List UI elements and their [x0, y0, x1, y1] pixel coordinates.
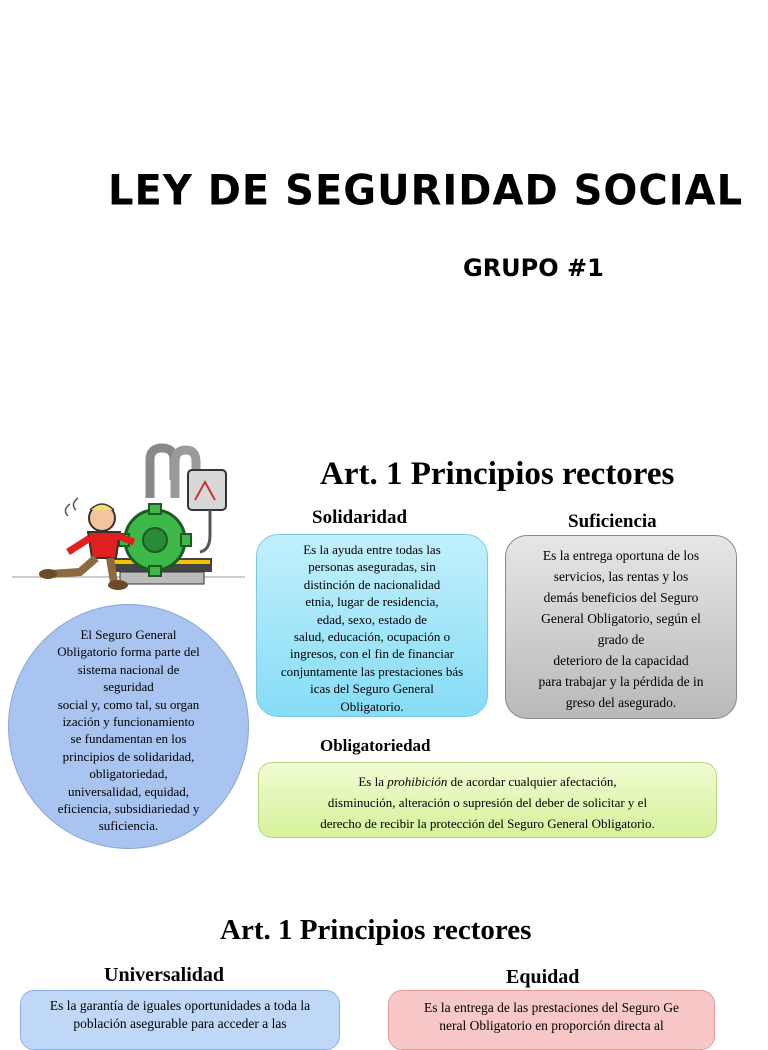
- circle-line: eficiencia, subsidiariedad y: [57, 801, 200, 817]
- obligatoriedad-line: derecho de recibir la protección del Seguro General Obligatorio.: [320, 816, 655, 831]
- solidaridad-line: distinción de nacionalidad: [303, 576, 441, 592]
- suficiencia-line: deterioro de la capacidad: [553, 653, 689, 668]
- obligatoriedad-line: disminución, alteración o supresión del deber de solicitar y el: [327, 795, 648, 810]
- universalidad-line: Es la garantía de iguales oportunidades a toda la: [49, 998, 311, 1013]
- solidaridad-line: ingresos, con el fin de financiar: [290, 646, 454, 662]
- universalidad-heading: Universalidad: [104, 964, 225, 986]
- suficiencia-line: Es la entrega oportuna de los: [542, 548, 700, 563]
- circle-line: Obligatorio forma parte del: [57, 644, 200, 660]
- slide1-title: Art. 1 Principios rectores: [320, 456, 675, 492]
- circle-line: seguridad: [103, 679, 154, 695]
- solidaridad-line: salud, educación, ocupación o: [293, 629, 451, 645]
- obligatoriedad-text: Es la: [358, 774, 388, 789]
- suficiencia-line: servicios, las rentas y los: [553, 569, 689, 584]
- circle-line: suficiencia.: [98, 818, 159, 834]
- solidaridad-line: etnia, lugar de residencia,: [305, 594, 439, 610]
- suficiencia-line: General Obligatorio, según el: [541, 611, 701, 626]
- slide2-title: Art. 1 Principios rectores: [220, 914, 532, 946]
- document-title: LEY DE SEGURIDAD SOCIAL: [108, 166, 744, 216]
- solidaridad-line: personas aseguradas, sin: [308, 559, 436, 575]
- equidad-line: neral Obligatorio en proporción directa al: [439, 1018, 664, 1033]
- group-label: GRUPO #1: [463, 254, 604, 282]
- circle-line: El Seguro General: [80, 627, 177, 642]
- suficiencia-line: grado de: [597, 632, 645, 647]
- equidad-line: Es la entrega de las prestaciones del Seguro Ge: [424, 1000, 679, 1015]
- solidaridad-box: [256, 534, 488, 717]
- solidaridad-line: edad, sexo, estado de: [316, 611, 428, 627]
- worker-machine-illustration: [10, 440, 250, 600]
- obligatoriedad-text: de acordar cualquier afectación,: [447, 774, 617, 789]
- intro-circle: [8, 604, 249, 849]
- circle-line: se fundamentan en los: [70, 731, 187, 747]
- suficiencia-line: para trabajar y la pérdida de in: [538, 674, 704, 689]
- universalidad-line: población asegurable para acceder a las: [73, 1016, 287, 1031]
- solidaridad-line: conjuntamente las prestaciones bás: [280, 663, 464, 679]
- solidaridad-line: Es la ayuda entre todas las: [303, 542, 441, 557]
- suficiencia-line: demás beneficios del Seguro: [543, 590, 699, 605]
- circle-line: obligatoriedad,: [89, 766, 168, 782]
- circle-line: social y, como tal, su organ: [57, 696, 200, 712]
- universalidad-box: [20, 990, 340, 1050]
- equidad-heading: Equidad: [506, 966, 580, 988]
- equidad-box: [388, 990, 715, 1050]
- solidaridad-heading: Solidaridad: [312, 507, 408, 528]
- circle-line: universalidad, equidad,: [68, 783, 189, 799]
- obligatoriedad-emphasis: prohibición: [387, 774, 448, 789]
- obligatoriedad-box: [258, 762, 717, 838]
- suficiencia-line: greso del asegurado.: [565, 695, 677, 710]
- suficiencia-heading: Suficiencia: [568, 511, 657, 532]
- solidaridad-line: icas del Seguro General: [310, 681, 434, 697]
- obligatoriedad-line: [267, 771, 708, 792]
- suficiencia-box: [505, 535, 737, 719]
- circle-line: sistema nacional de: [77, 661, 180, 677]
- obligatoriedad-heading: Obligatoriedad: [320, 736, 431, 755]
- circle-line: principios de solidaridad,: [62, 748, 195, 764]
- solidaridad-line: Obligatorio.: [340, 698, 404, 714]
- circle-line: ización y funcionamiento: [62, 714, 195, 730]
